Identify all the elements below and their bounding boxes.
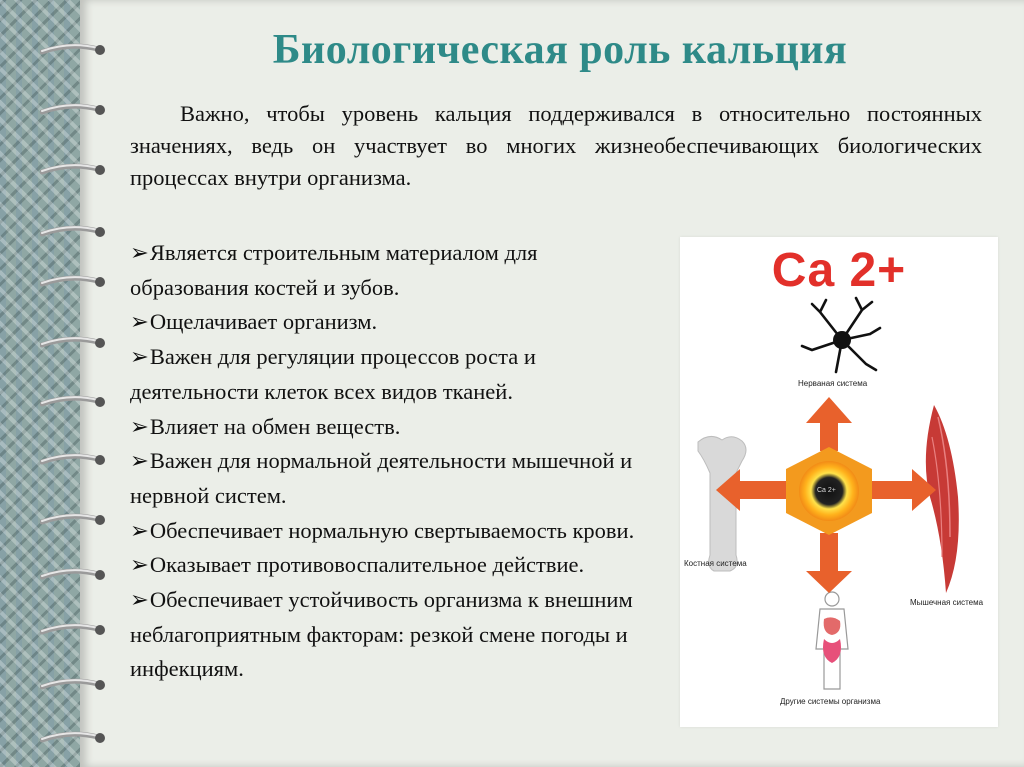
arrow-bullet-icon: ➢: [130, 587, 149, 613]
ring-binder-icon: [40, 450, 106, 470]
ring-binder-icon: [40, 160, 106, 180]
arrow-bullet-icon: ➢: [130, 448, 149, 474]
arrow-down-icon: [806, 533, 852, 593]
arrow-bullet-icon: ➢: [130, 344, 149, 370]
arrow-right-icon: [872, 469, 936, 511]
arrow-bullet-icon: ➢: [130, 413, 149, 439]
calcium-heading: Ca 2+: [771, 244, 907, 297]
bullet-item: ➢Является строительным материалом для образования костей и зубов.: [130, 240, 538, 300]
ring-binder-icon: [40, 100, 106, 120]
ring-binder-icon: [40, 40, 106, 60]
ring-binder-icon: [40, 272, 106, 292]
arrow-up-icon: [806, 397, 852, 451]
diagram-graphic: [680, 237, 998, 727]
bone-system-label: Костная система: [684, 559, 747, 568]
bullet-item: ➢Обеспечивает устойчивость организма к внешним неблагоприятным факторам: резкой смене погоды и инфекциям.: [130, 587, 633, 682]
arrow-bullet-icon: ➢: [130, 240, 149, 265]
ring-binder-icon: [40, 565, 106, 585]
ring-binder-icon: [40, 510, 106, 530]
center-label: Ca 2+: [817, 487, 836, 494]
bullet-list: [130, 236, 650, 687]
bullet-item: ➢Оказывает противовоспалительное действие.: [130, 552, 585, 578]
human-body-icon: [816, 592, 848, 689]
bullet-item: ➢Обеспечивает нормальную свертываемость крови.: [130, 517, 635, 543]
ring-binder-icon: [40, 392, 106, 412]
bullet-item: ➢Важен для регуляции процессов роста и деятельности клеток всех видов тканей.: [130, 344, 536, 404]
bullet-item: ➢Ощелачивает организм.: [130, 309, 378, 335]
arrow-bullet-icon: ➢: [130, 517, 149, 543]
ring-binder-icon: [40, 728, 106, 748]
calcium-diagram: [680, 237, 998, 727]
ring-binder-icon: [40, 620, 106, 640]
other-systems-label: Другие системы организма: [780, 697, 881, 706]
intro-paragraph: Важно, чтобы уровень кальция поддерживался в относительно постоянных значениях, ведь он участвует во многих жизнеобеспечивающих биологических процессах внутри организма.: [130, 101, 982, 190]
ring-binder-icon: [40, 333, 106, 353]
bullet-item: ➢Важен для нормальной деятельности мышечной и нервной систем.: [130, 448, 633, 508]
ring-binder-icon: [40, 222, 106, 242]
nervous-system-label: Нерваная система: [798, 379, 868, 388]
muscle-icon: [926, 405, 959, 593]
ring-binder-icon: [40, 675, 106, 695]
arrow-bullet-icon: ➢: [130, 309, 149, 335]
slide-title: Биологическая роль кальция: [272, 27, 848, 73]
bullet-item: ➢Влияет на обмен веществ.: [130, 413, 401, 439]
neuron-icon: [802, 298, 880, 372]
muscle-system-label: Мышечная система: [910, 598, 984, 607]
arrow-bullet-icon: ➢: [130, 552, 149, 578]
